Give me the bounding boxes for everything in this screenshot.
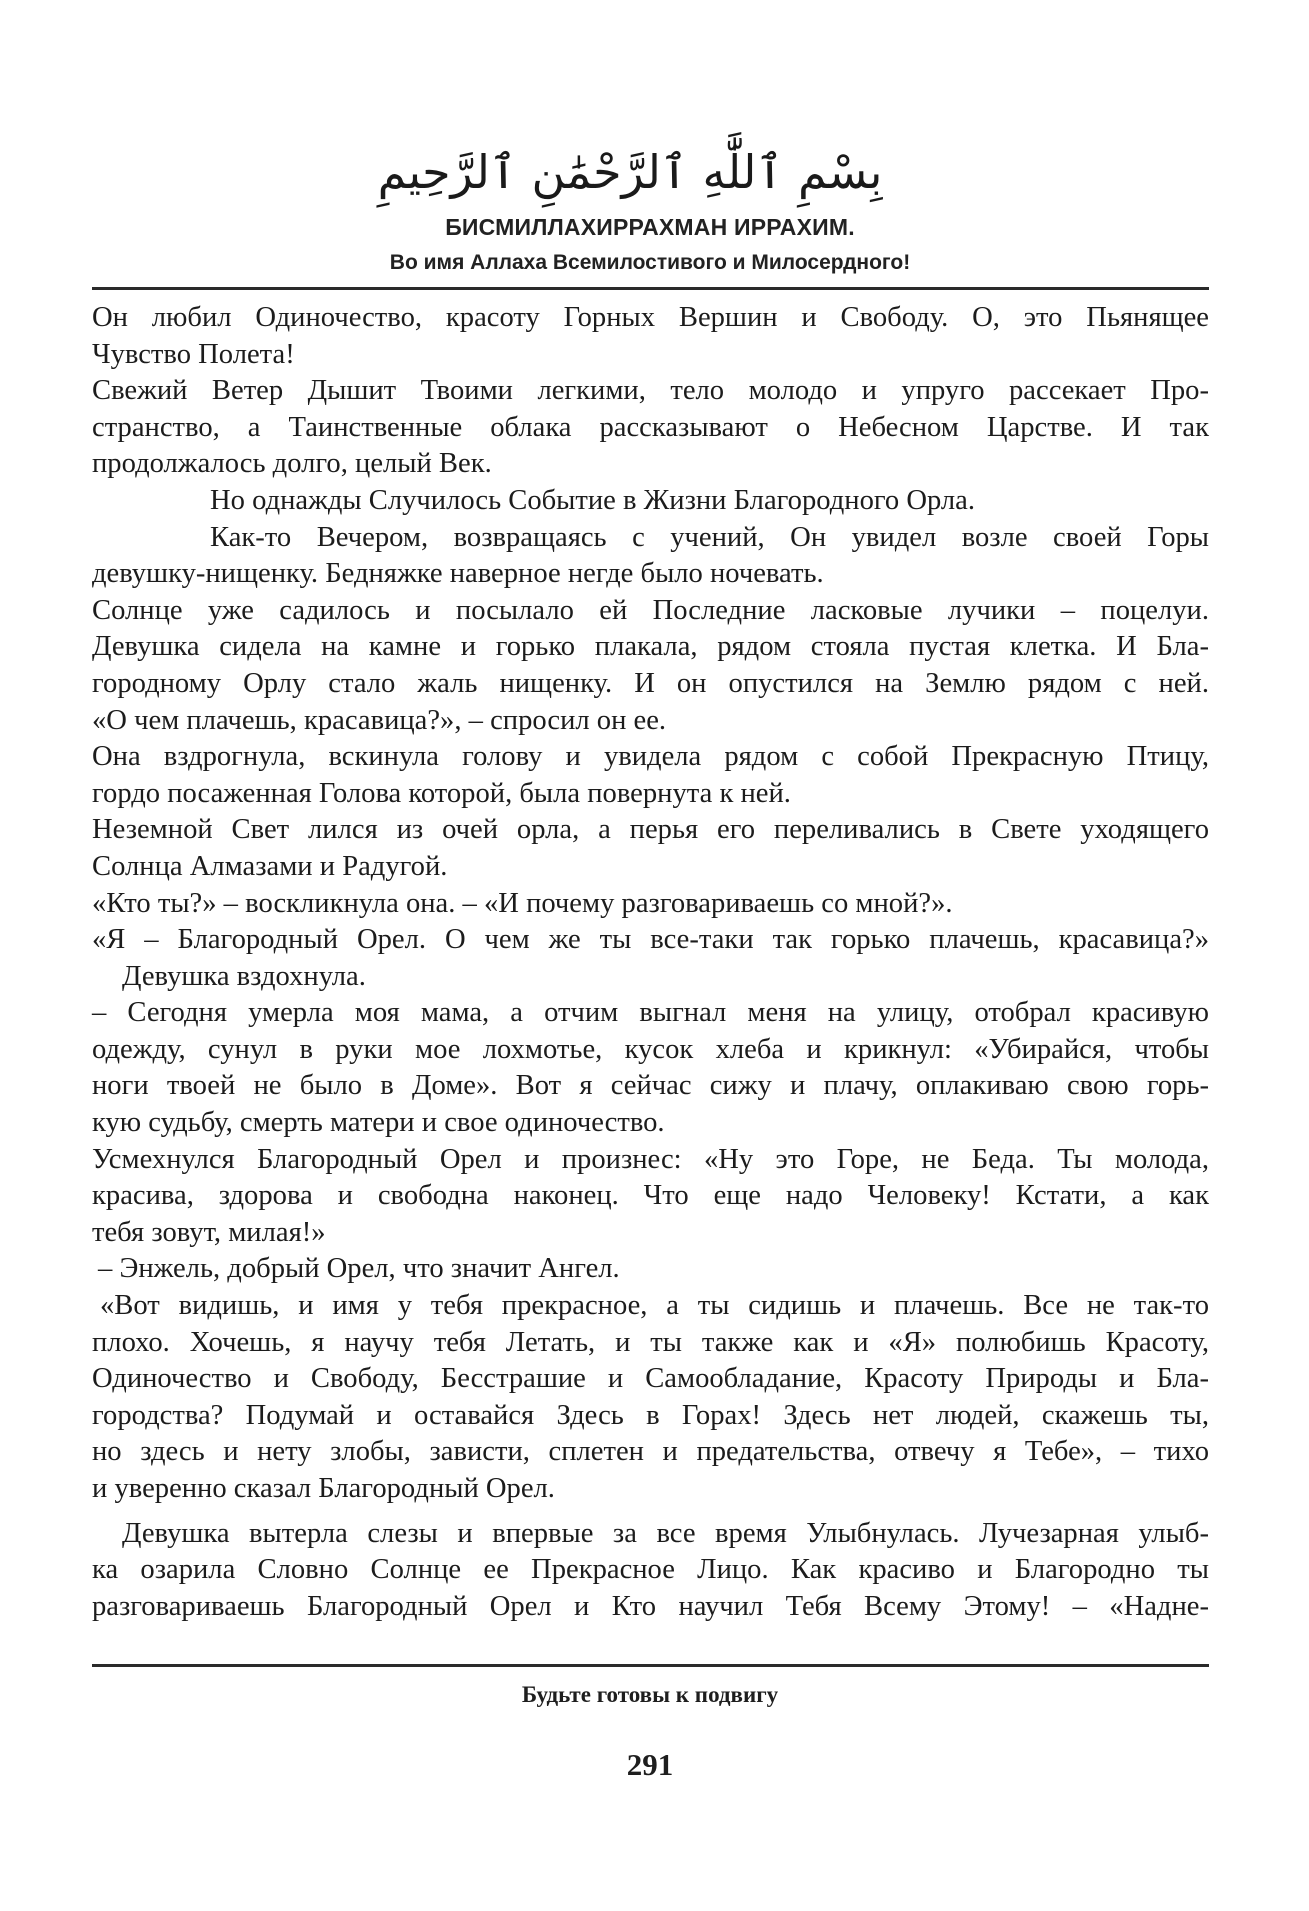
text-line: Как-то Вечером, возвращаясь с учений, Он увидел возле своей Горы [210, 521, 1209, 553]
text-line: одежду, сунул в руки мое лохмотье, кусок хлеба и крикнул: «Убирайся, чтобы [92, 1033, 1209, 1065]
body-text [92, 300, 1209, 1625]
text-line: ка озарила Словно Солнце ее Прекрасное Лицо. Как красиво и Благородно ты [92, 1554, 1209, 1586]
text-line: Одиночество и Свободу, Бесстрашие и Самообладание, Красоту Природы и Бла- [92, 1363, 1209, 1395]
text-line: кую судьбу, смерть матери и свое одиночество. [92, 1107, 665, 1139]
text-line: Чувство Полета! [92, 338, 295, 370]
text-line: тебя зовут, милая!» [92, 1216, 326, 1248]
text-line: Но однажды Случилось Событие в Жизни Благородного Орла. [210, 484, 976, 516]
text-line: продолжалось долго, целый Век. [92, 448, 492, 480]
text-line: но здесь и нету злобы, зависти, сплетен и предательства, отвечу я Тебе», – тихо [92, 1436, 1209, 1468]
text-line: разговариваешь Благородный Орел и Кто научил Тебя Всему Этому! – «Надне- [92, 1590, 1209, 1622]
text-line: странство, а Таинственные облака рассказывают о Небесном Царстве. И так [92, 411, 1209, 443]
calligraphy-text: بِسْمِ ٱللَّٰهِ ٱلرَّحْمَٰنِ ٱلرَّحِيمِ [377, 145, 883, 199]
text-line: Девушка сидела на камне и горько плакала, рядом стояла пустая клетка. И Бла- [92, 631, 1209, 663]
text-line: «Я – Благородный Орел. О чем же ты все-таки так горько плачешь, красавица?» [92, 924, 1209, 956]
text-line: Усмехнулся Благородный Орел и произнес: «Ну это Горе, не Беда. Ты молода, [92, 1143, 1209, 1175]
text-line: Солнце уже садилось и посылало ей Последние ласковые лучики – поцелуи. [92, 594, 1209, 626]
text-line: Солнца Алмазами и Радугой. [92, 850, 448, 882]
text-line: и уверенно сказал Благородный Орел. [92, 1473, 555, 1504]
page-title: БИСМИЛЛАХИРРАХМАН ИРРАХИМ. [445, 214, 855, 240]
text-line: девушку-нищенку. Бедняжке наверное негде было ночевать. [92, 558, 824, 590]
running-footer: Будьте готовы к подвигу [521, 1682, 779, 1707]
text-line: «Вот видишь, и имя у тебя прекрасное, а ты сидишь и плачешь. Все не так-то [100, 1290, 1209, 1322]
text-line: – Сегодня умерла моя мама, а отчим выгнал меня на улицу, отобрал красивую [92, 997, 1209, 1029]
text-line: красива, здорова и свободна наконец. Что еще надо Человеку! Кстати, а как [92, 1180, 1209, 1212]
text-line: Она вздрогнула, вскинула голову и увидела рядом с собой Прекрасную Птицу, [92, 741, 1209, 773]
text-line: «Кто ты?» – воскликнула она. – «И почему разговариваешь со мной?». [92, 887, 953, 919]
text-line: плохо. Хочешь, я научу тебя Летать, и ты также как и «Я» полюбишь Красоту, [92, 1326, 1209, 1358]
text-line: «О чем плачешь, красавица?», – спросил он ее. [92, 704, 667, 736]
bottom-divider [92, 1664, 1209, 1667]
text-line: городства? Подумай и оставайся Здесь в Горах! Здесь нет людей, скажешь ты, [92, 1399, 1209, 1431]
text-line: – Энжель, добрый Орел, что значит Ангел. [98, 1253, 620, 1285]
text-line: Девушка вздохнула. [122, 960, 366, 992]
text-line: гордо посаженная Голова которой, была повернута к ней. [92, 777, 791, 809]
text-line: Девушка вытерла слезы и впервые за все время Улыбнулась. Лучезарная улыб- [122, 1517, 1209, 1549]
top-divider [92, 287, 1209, 290]
paragraph-gap [92, 1508, 1209, 1516]
page-subtitle: Во имя Аллаха Всемилостивого и Милосердного! [389, 251, 911, 274]
page-number: 291 [626, 1747, 674, 1782]
text-line: городному Орлу стало жаль нищенку. И он опустился на Землю рядом с ней. [92, 667, 1209, 699]
text-line: Неземной Свет лился из очей орла, а перья его переливались в Свете уходящего [92, 814, 1209, 846]
text-line: ноги твоей не было в Доме». Вот я сейчас сижу и плачу, оплакиваю свою горь- [92, 1070, 1209, 1102]
text-line: Свежий Ветер Дышит Твоими легкими, тело молодо и упруго рассекает Про- [92, 375, 1209, 407]
text-line: Он любил Одиночество, красоту Горных Вершин и Свободу. О, это Пьянящее [92, 302, 1209, 333]
